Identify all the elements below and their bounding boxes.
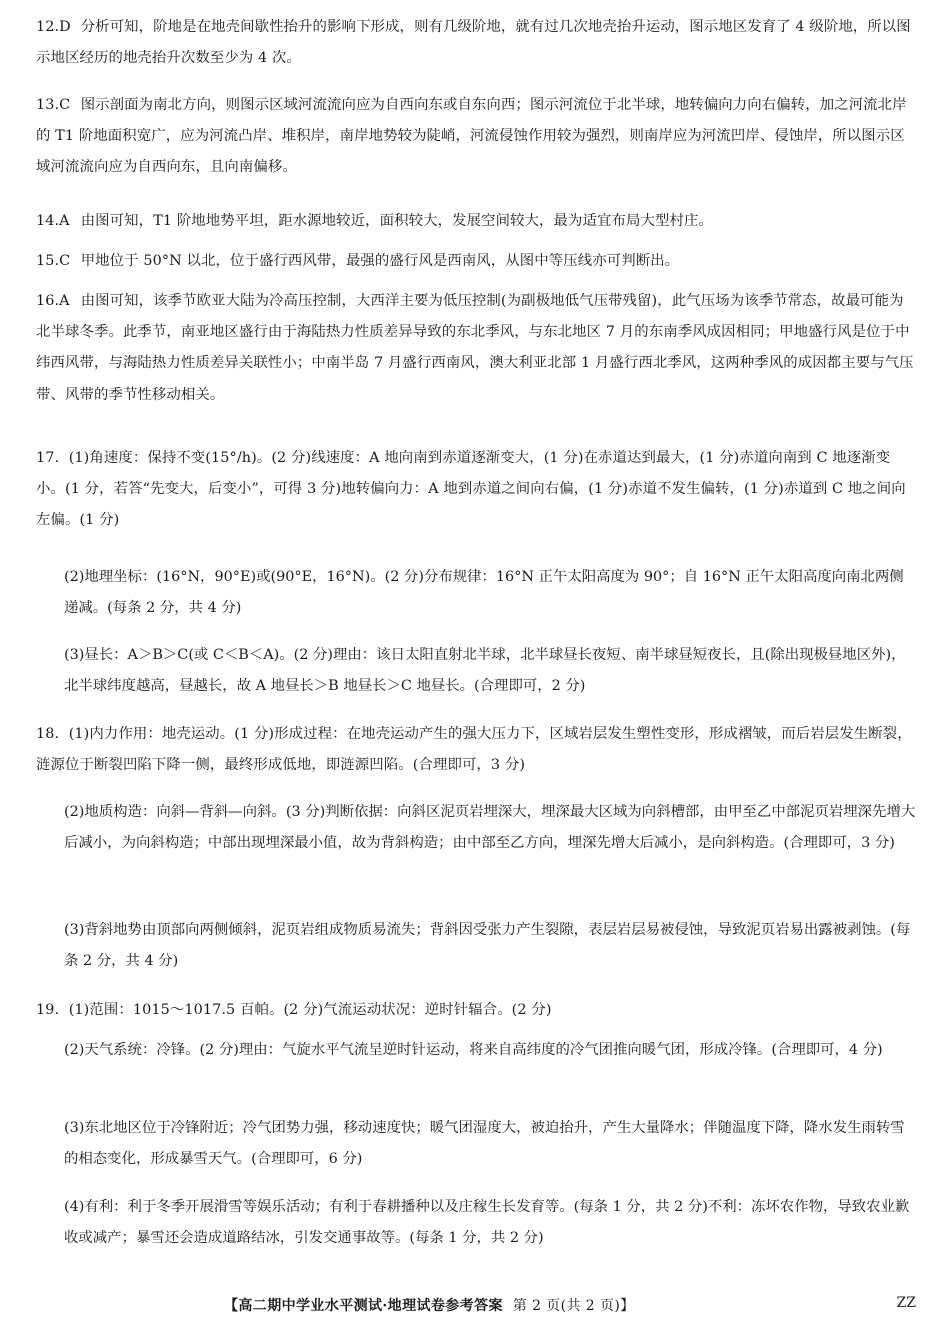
answer-number: 12.D — [36, 19, 71, 35]
answer-text: 图示剖面为南北方向，则图示区域河流流向应为自西向东或自东向西；图示河流位于北半球，地转偏向力向右偏转，加之河流北岸的 T1 阶地面积宽广，应为河流凸岸、堆积岸，南岸地势较为陡峭，河流侵蚀作用较为强烈，则南岸应为河流凹岸、侵蚀岸，所以图示区域河流流向应为自西向东，且向南偏移。 — [36, 97, 907, 176]
answer-15 — [36, 246, 916, 277]
answer-number: 19. — [36, 1002, 60, 1018]
answer-text: 甲地位于 50°N 以北，位于盛行西风带，最强的盛行风是西南风，从图中等压线亦可判断出。 — [80, 253, 680, 269]
answer-text: 分析可知，阶地是在地壳间歇性抬升的影响下形成，则有几级阶地，就有过几次地壳抬升运动，图示地区发育了 4 级阶地，所以图示地区经历的地壳抬升次数至少为 4 次。 — [36, 19, 911, 67]
answer-number: 17. — [36, 450, 60, 466]
answer-19-part-4: (4)有利：利于冬季开展滑雪等娱乐活动；有利于春耕播种以及庄稼生长发育等。(每条 1 分，共 2 分)不利：冻坏农作物，导致农业歉收或减产；暴雪还会造成道路结冰，引发交通事故等。(每条 1 分，共 2 分) — [64, 1199, 910, 1247]
answer-number: 13.C — [36, 97, 71, 113]
answer-19-part-3: (3)东北地区位于冷锋附近；冷气团势力强，移动速度快；暖气团湿度大，被迫抬升，产生大量降水；伴随温度下降，降水发生雨转雪的相态变化，形成暴雪天气。(合理即可，6 分) — [64, 1120, 905, 1168]
answer-text: 由图可知，T1 阶地地势平坦，距水源地较近，面积较大，发展空间较大，最为适宜布局大型村庄。 — [80, 213, 713, 229]
footer-code: ZZ — [896, 1295, 916, 1311]
answer-16 — [36, 286, 916, 411]
footer-title — [224, 1295, 635, 1315]
footer-page-number: 第 2 页(共 2 页)】 — [512, 1298, 635, 1314]
answer-number: 15.C — [36, 253, 71, 269]
page-footer — [0, 1295, 950, 1319]
answer-19-part-2: (2)天气系统：冷锋。(2 分)理由：气旋水平气流呈逆时针运动，将来自高纬度的冷气团推向暖气团，形成冷锋。(合理即可，4 分) — [64, 1042, 883, 1058]
answer-number: 16.A — [36, 293, 70, 309]
answer-text: (1)范围：1015～1017.5 百帕。(2 分)气流运动状况：逆时针辐合。(2 分) — [68, 1002, 552, 1018]
answer-17-part-2: (2)地理坐标：(16°N，90°E)或(90°E，16°N)。(2 分)分布规律：16°N 正午太阳高度为 90°；自 16°N 正午太阳高度向南北两侧递减。(每条 2 分，共 4 分) — [64, 569, 904, 617]
answer-number: 18. — [36, 726, 60, 742]
answer-17-part-1 — [36, 443, 916, 537]
answer-text: (1)内力作用：地壳运动。(1 分)形成过程：在地壳运动产生的强大压力下，区域岩层发生塑性变形，形成褶皱，而后岩层发生断裂，涟源位于断裂凹陷下降一侧，最终形成低地，即涟源凹陷。(合理即可，3 分) — [36, 726, 912, 774]
answer-14 — [36, 206, 916, 237]
answer-18-part-2: (2)地质构造：向斜—背斜—向斜。(3 分)判断依据：向斜区泥页岩埋深大，埋深最大区域为向斜槽部，由甲至乙中部泥页岩埋深先增大后减小，为向斜构造；中部出现埋深最小值，故为背斜构造；由中部至乙方向，埋深先增大后减小，是向斜构造。(合理即可，3 分) — [64, 804, 916, 852]
answer-text: 由图可知，该季节欧亚大陆为冷高压控制，大西洋主要为低压控制(为副极地低气压带残留)，此气压场为该季节常态，故最可能为北半球冬季。此季节，南亚地区盛行由于海陆热力性质差异导致的东北季风，与东北地区 7 月的东南季风成因相同；甲地盛行风是位于中纬西风带，与海陆热力性质差异关联性小；中南半岛 7 月盛行西南风，澳大利亚北部 1 月盛行西北季风，这两种季风的成因都主要与气压带、风带的季节性移动相关。 — [36, 293, 914, 403]
answer-text: (1)角速度：保持不变(15°/h)。(2 分)线速度：A 地向南到赤道逐渐变大，(1 分)在赤道达到最大，(1 分)赤道向南到 C 地逐渐变小。(1 分，若答“先变大，后变小”，可得 3 分)地转偏向力：A 地到赤道之间向右偏，(1 分)赤道不发生偏转，(1 分)赤道到 C 地之间向左偏。(1 分) — [36, 450, 906, 529]
footer-title-text: 【高二期中学业水平测试·地理试卷参考答案 — [224, 1298, 503, 1314]
answer-18-part-1 — [36, 719, 916, 781]
answer-18-part-3: (3)背斜地势由顶部向两侧倾斜，泥页岩组成物质易流失；背斜因受张力产生裂隙，表层岩层易被侵蚀，导致泥页岩易出露被剥蚀。(每条 2 分，共 4 分) — [64, 922, 911, 970]
answer-19-part-1 — [36, 995, 916, 1026]
answer-number: 14.A — [36, 213, 70, 229]
answer-17-part-3: (3)昼长：A＞B＞C(或 C＜B＜A)。(2 分)理由：该日太阳直射北半球，北半球昼长夜短、南半球昼短夜长，且(除出现极昼地区外)，北半球纬度越高，昼越长，故 A 地昼长＞B 地昼长＞C 地昼长。(合理即可，2 分) — [64, 647, 906, 695]
answer-13 — [36, 90, 916, 184]
answer-12 — [36, 12, 916, 74]
